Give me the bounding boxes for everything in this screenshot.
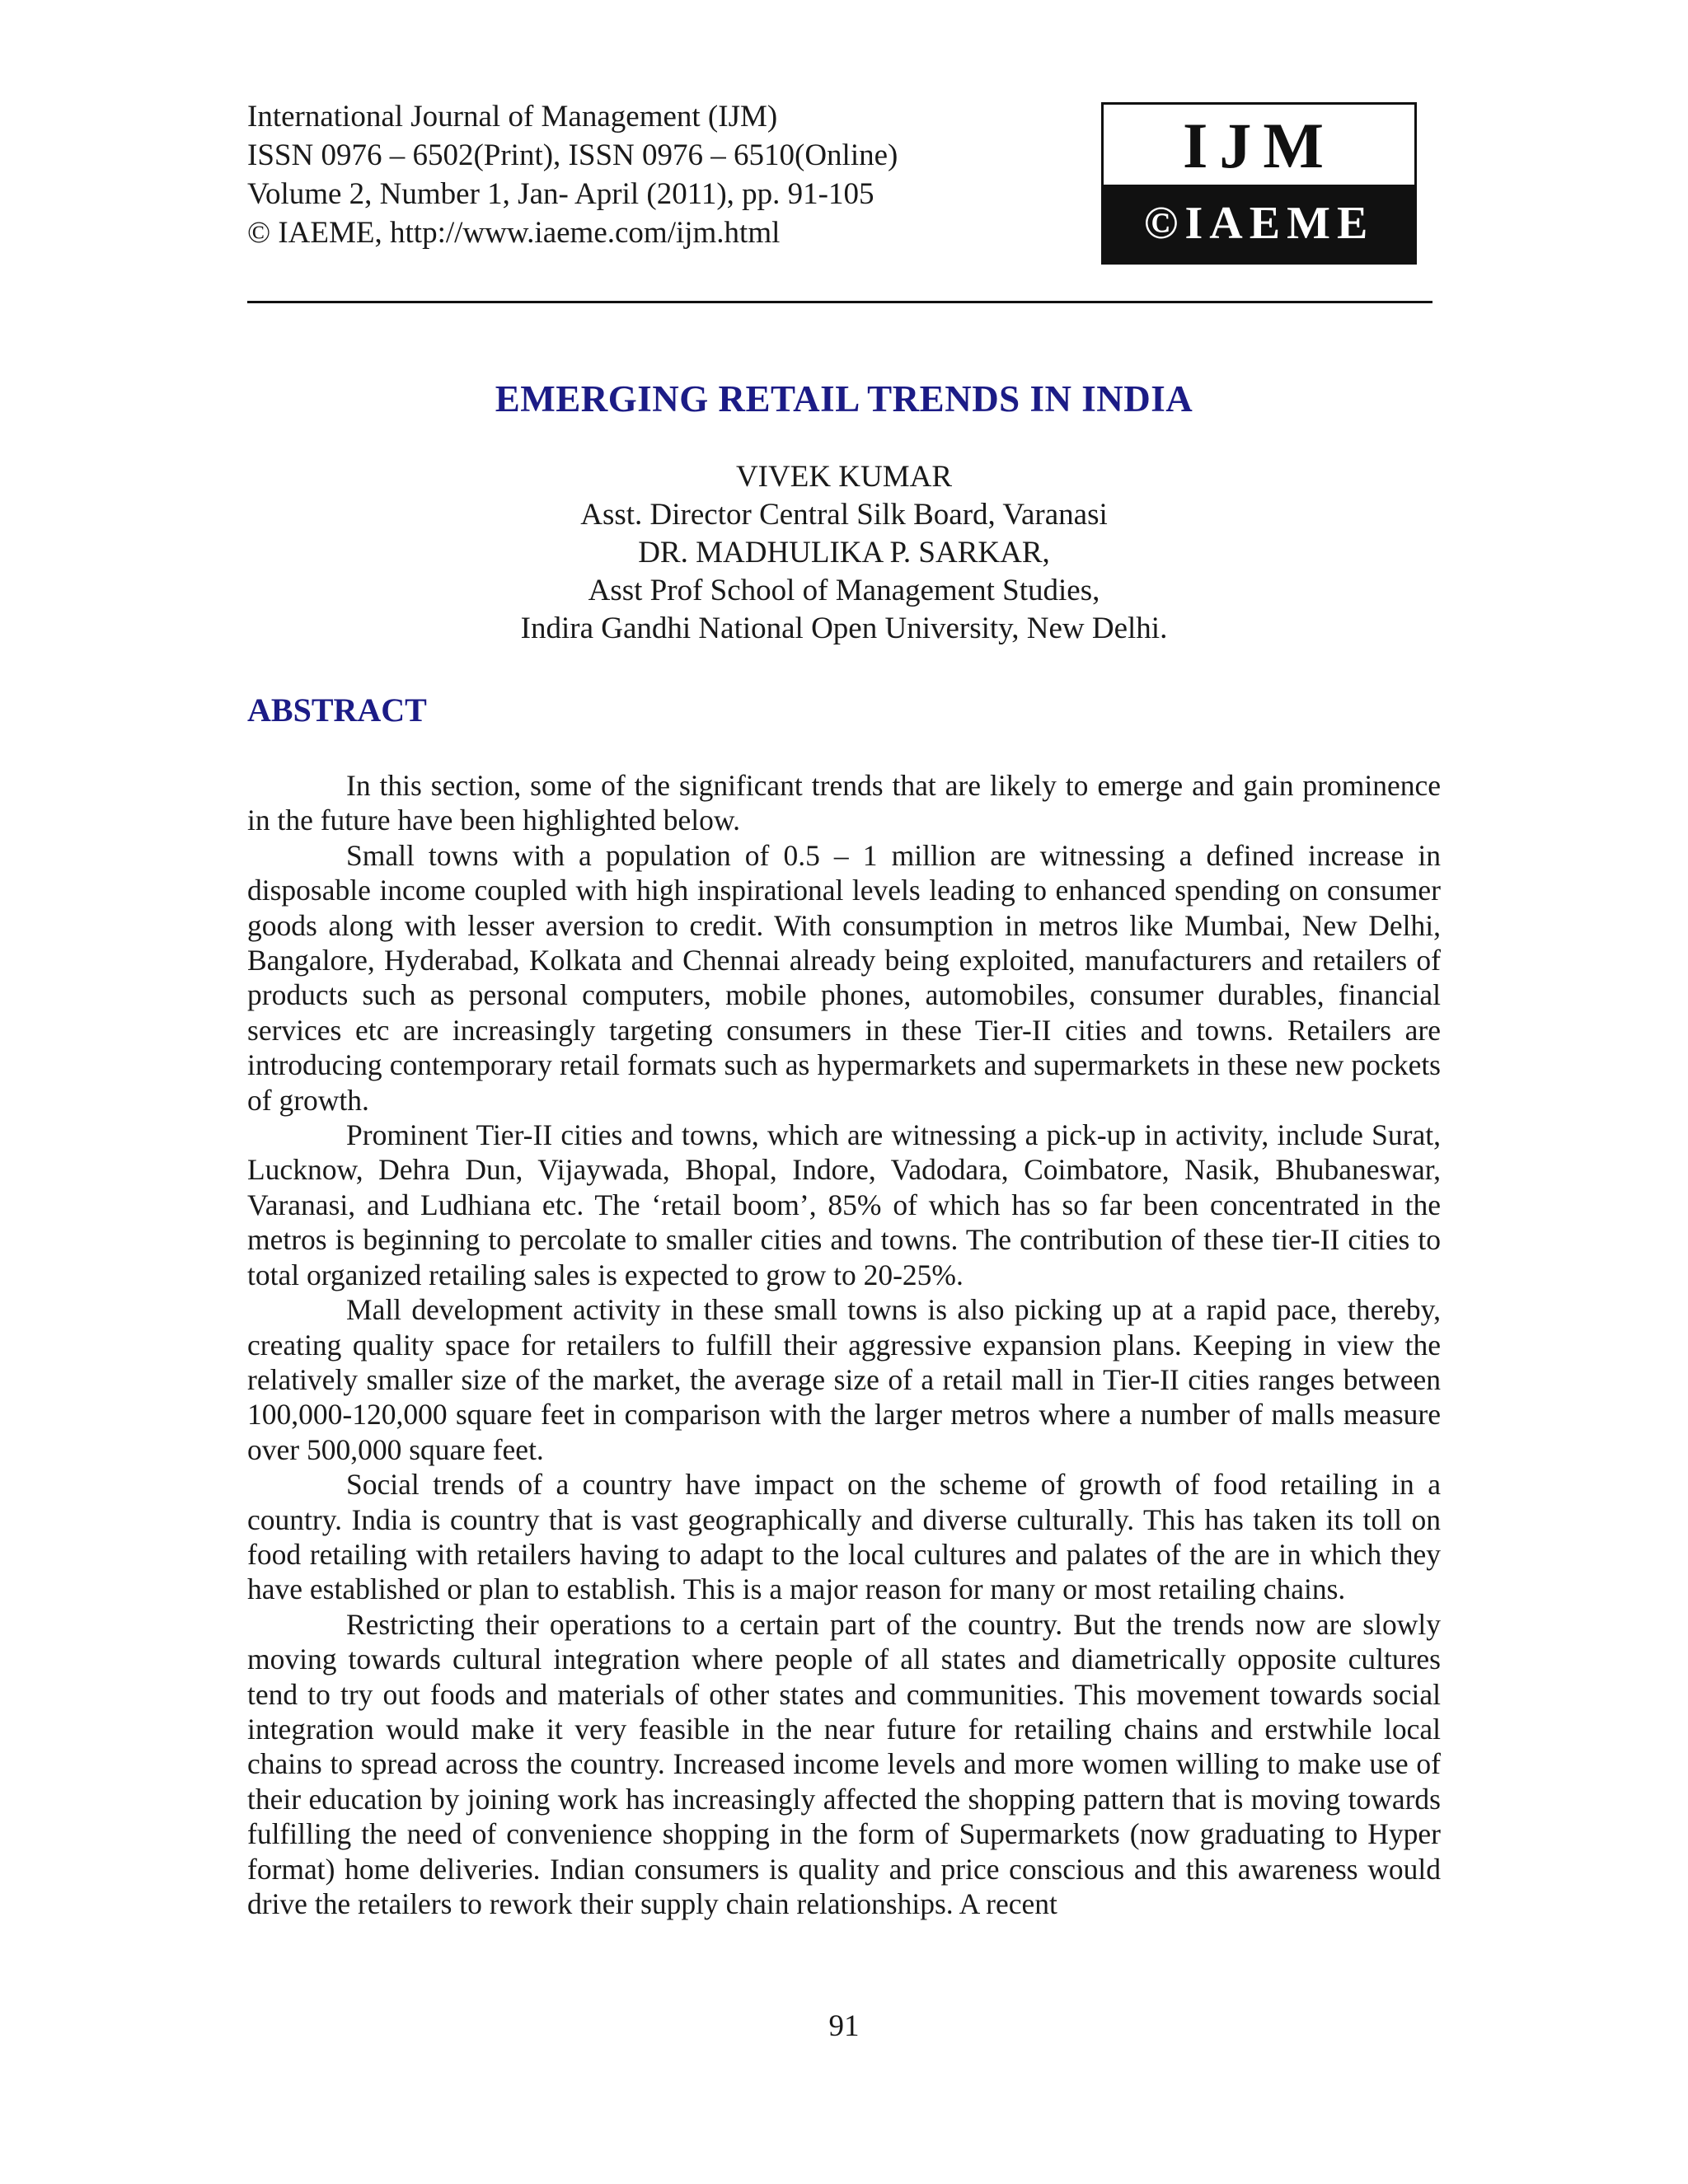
body-paragraph: Social trends of a country have impact on the scheme of growth of food retailing in a country. India is country that is vast geographically and diverse culturally. This has taken its toll on food retailing with retailers having to adapt to the local cultures and palates of the are in which they have established or plan to establish. This is a major reason for many or most retailing chains.: [247, 1468, 1441, 1606]
logo-iaeme-text: ©IAEME: [1104, 185, 1414, 262]
journal-name: International Journal of Management (IJM): [247, 100, 778, 134]
abstract-heading: ABSTRACT: [247, 691, 427, 729]
header-divider: [247, 301, 1432, 303]
author-name-2: DR. MADHULIKA P. SARKAR,: [638, 536, 1050, 569]
abstract-body: [247, 768, 1441, 1921]
author-affiliation-2: Asst Prof School of Management Studies,: [588, 574, 1100, 607]
logo-ijm-text: IJM: [1183, 110, 1335, 181]
author-block: [247, 458, 1441, 648]
body-paragraph: Mall development activity in these small towns is also picking up at a rapid pace, thereby, creating quality space for retailers to fulfill their aggressive expansion plans. Keeping in view the relatively smaller size of the market, the average size of a retail mall in Tier-II cities ranges between 100,000-120,000 square feet in comparison with the larger metros where a number of malls measure over 500,000 square feet.: [247, 1293, 1441, 1466]
journal-logo: [1101, 102, 1417, 265]
body-paragraph: Prominent Tier-II cities and towns, which are witnessing a pick-up in activity, include Surat, Lucknow, Dehra Dun, Vijaywada, Bhopal, Indore, Vadodara, Coimbatore, Nasik, Bhubaneswar, Varanasi, and Ludhiana etc. The ‘retail boom’, 85% of which has so far been concentrated in the metros is beginning to percolate to smaller cities and towns. The contribution of these tier-II cities to total organized retailing sales is expected to grow to 20-25%.: [247, 1118, 1441, 1291]
issn-line: ISSN 0976 – 6502(Print), ISSN 0976 – 6510(Online): [247, 138, 898, 172]
volume-line: Volume 2, Number 1, Jan- April (2011), pp. 91-105: [247, 177, 874, 211]
body-paragraph: Small towns with a population of 0.5 – 1 million are witnessing a defined increase in disposable income coupled with high inspirational levels leading to enhanced spending on consumer goods along with lesser aversion to credit. With consumption in metros like Mumbai, New Delhi, Bangalore, Hyderabad, Kolkata and Chennai already being exploited, manufacturers and retailers of products such as personal computers, mobile phones, automobiles, consumer durables, financial services etc are increasingly targeting consumers in these Tier-II cities and towns. Retailers are introducing contemporary retail formats such as hypermarkets and supermarkets in these new pockets of growth.: [247, 838, 1441, 1117]
author-institution-2: Indira Gandhi National Open University, New Delhi.: [520, 612, 1168, 645]
body-paragraph: Restricting their operations to a certain part of the country. But the trends now are slowly moving towards cultural integration where people of all states and diametrically opposite cultures tend to try out foods and materials of other states and communities. This movement towards social integration would make it very feasible in the near future for retailing chains and erstwhile local chains to spread across the country. Increased income levels and more women willing to make use of their education by joining work has increasingly affected the shopping pattern that is moving towards fulfilling the need of convenience shopping in the form of Supermarkets (now graduating to Hyper format) home deliveries. Indian consumers is quality and price conscious and this awareness would drive the retailers to rework their supply chain relationships. A recent: [247, 1607, 1441, 1920]
author-name-1: VIVEK KUMAR: [735, 460, 953, 494]
page-number: 91: [828, 2009, 860, 2043]
journal-header: [247, 97, 989, 252]
body-paragraph: In this section, some of the significant trends that are likely to emerge and gain prominence in the future have been highlighted below.: [247, 769, 1441, 837]
paper-title: EMERGING RETAIL TRENDS IN INDIA: [495, 378, 1193, 419]
copyright-line: © IAEME, http://www.iaeme.com/ijm.html: [247, 216, 781, 250]
author-affiliation-1: Asst. Director Central Silk Board, Varanasi: [580, 498, 1108, 532]
